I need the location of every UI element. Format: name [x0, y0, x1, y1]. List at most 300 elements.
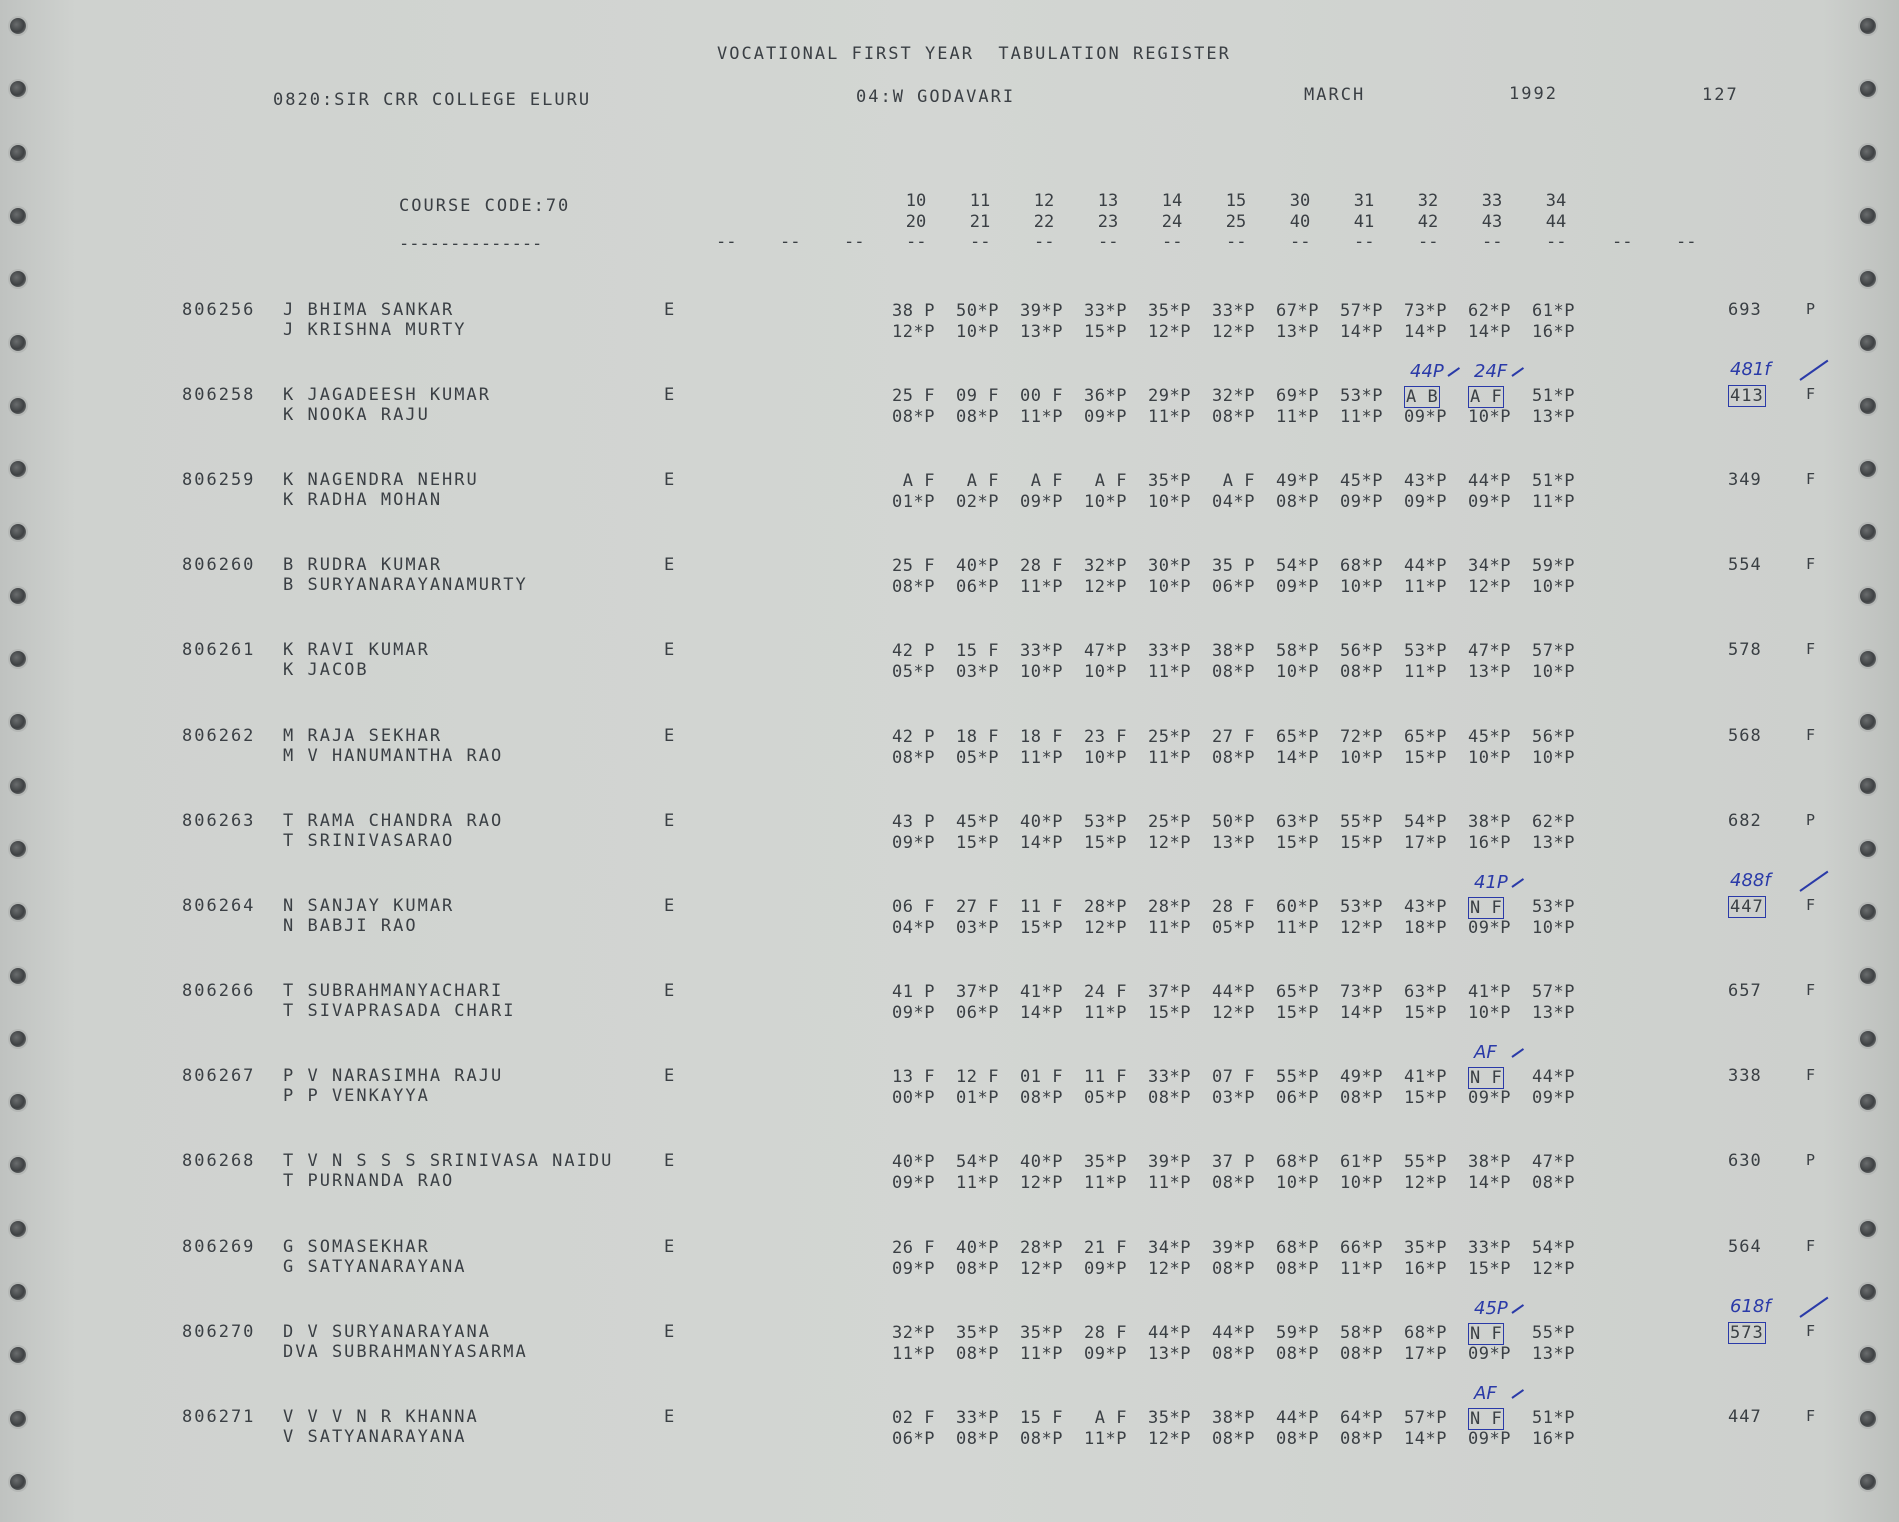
subject-mark-row2: 09*P: [1020, 492, 1063, 512]
subject-mark-row2: 14*P: [1020, 833, 1063, 853]
subject-mark-row2: 10*P: [1468, 407, 1511, 427]
subject-mark-row1: 54*P: [1404, 812, 1447, 832]
medium-code: E: [664, 385, 675, 405]
subject-mark-row1: A F: [1020, 471, 1063, 491]
column-header-top: 13: [1097, 191, 1119, 211]
column-dash: --: [1546, 232, 1567, 252]
subject-mark-row2: 06*P: [956, 1003, 999, 1023]
subject-mark-row1: 65*P: [1276, 727, 1319, 747]
subject-mark-row1: 65*P: [1276, 982, 1319, 1002]
student-record: [0, 555, 1899, 615]
subject-mark-row2: 10*P: [1084, 748, 1127, 768]
subject-mark-row2: 16*P: [1468, 833, 1511, 853]
tractor-hole: [10, 1221, 26, 1237]
subject-mark-row1: 35*P: [1084, 1152, 1127, 1172]
subject-mark-row1: 28 F: [1020, 556, 1063, 576]
check-mark: [1511, 878, 1524, 888]
subject-mark-row1: 66*P: [1340, 1238, 1383, 1258]
total-marks: 413: [1730, 386, 1764, 406]
exam-month: MARCH: [1304, 85, 1366, 105]
subject-mark-row2: 13*P: [1532, 1003, 1575, 1023]
subject-mark-row1: 57*P: [1532, 641, 1575, 661]
subject-mark-row1: 35*P: [956, 1323, 999, 1343]
check-mark: [1511, 1304, 1524, 1314]
subject-mark-row2: 08*P: [892, 407, 935, 427]
subject-mark-row1: 51*P: [1532, 1408, 1575, 1428]
subject-mark-row1: A F: [892, 471, 935, 491]
subject-mark-row2: 08*P: [956, 1259, 999, 1279]
column-header-top: 34: [1545, 191, 1567, 211]
subject-mark-row2: 11*P: [1404, 577, 1447, 597]
subject-mark-row1: 69*P: [1276, 386, 1319, 406]
subject-mark-row2: 10*P: [1276, 1173, 1319, 1193]
subject-mark-row2: 14*P: [1340, 1003, 1383, 1023]
total-marks: 349: [1728, 470, 1762, 490]
subject-mark-row1: A B: [1406, 387, 1439, 407]
subject-mark-row1: 72*P: [1340, 727, 1383, 747]
subject-mark-row2: 12*P: [1532, 1259, 1575, 1279]
subject-mark-row2: 09*P: [1468, 918, 1511, 938]
subject-mark-row2: 08*P: [1532, 1173, 1575, 1193]
subject-mark-row2: 17*P: [1404, 1344, 1447, 1364]
subject-mark-row1: 60*P: [1276, 897, 1319, 917]
subject-mark-row1: 51*P: [1532, 471, 1575, 491]
subject-mark-row2: 09*P: [1468, 1088, 1511, 1108]
subject-mark-row1: A F: [1084, 471, 1127, 491]
subject-mark-row1: 02 F: [892, 1408, 935, 1428]
total-marks: 447: [1730, 897, 1764, 917]
subject-mark-row1: 68*P: [1340, 556, 1383, 576]
subject-mark-row2: 11*P: [1020, 1344, 1063, 1364]
handwritten-correction: 481f: [1730, 359, 1771, 380]
check-mark: [1447, 367, 1460, 377]
column-header-top: 15: [1225, 191, 1247, 211]
subject-mark-row1: 40*P: [956, 1238, 999, 1258]
subject-mark-row2: 09*P: [1084, 407, 1127, 427]
subject-mark-row2: 04*P: [1212, 492, 1255, 512]
subject-mark-row2: 15*P: [1276, 1003, 1319, 1023]
column-header-bottom: 43: [1481, 212, 1503, 232]
subject-mark-row2: 15*P: [1148, 1003, 1191, 1023]
subject-mark-row2: 03*P: [1212, 1088, 1255, 1108]
subject-mark-row1: 51*P: [1532, 386, 1575, 406]
subject-mark-row1: 39*P: [1148, 1152, 1191, 1172]
student-name: P V NARASIMHA RAJU: [283, 1066, 504, 1086]
subject-mark-row2: 16*P: [1404, 1259, 1447, 1279]
subject-mark-row2: 15*P: [1340, 833, 1383, 853]
parent-name: T PURNANDA RAO: [283, 1171, 455, 1191]
subject-mark-row2: 09*P: [1468, 1344, 1511, 1364]
subject-mark-row2: 09*P: [1276, 577, 1319, 597]
subject-mark-row1: 35 P: [1212, 556, 1255, 576]
subject-mark-row1: 18 F: [1020, 727, 1063, 747]
subject-mark-row1: 59*P: [1532, 556, 1575, 576]
subject-mark-row2: 11*P: [1148, 1173, 1191, 1193]
medium-code: E: [664, 555, 675, 575]
handwritten-correction: AF: [1474, 1042, 1497, 1063]
subject-mark-row1: A F: [956, 471, 999, 491]
student-name: K RAVI KUMAR: [283, 640, 430, 660]
total-marks: 568: [1728, 726, 1762, 746]
parent-name: K RADHA MOHAN: [283, 490, 443, 510]
subject-mark-row2: 11*P: [1148, 918, 1191, 938]
subject-mark-row1: 25 F: [892, 386, 935, 406]
subject-mark-row2: 08*P: [956, 407, 999, 427]
subject-mark-row1: N F: [1470, 1324, 1503, 1344]
column-dash: --: [1676, 232, 1697, 252]
subject-mark-row1: 45*P: [1468, 727, 1511, 747]
subject-mark-row1: 35*P: [1148, 301, 1191, 321]
tractor-hole: [10, 208, 26, 224]
subject-mark-row2: 10*P: [1532, 577, 1575, 597]
subject-mark-row2: 09*P: [1468, 492, 1511, 512]
subject-mark-row2: 15*P: [956, 833, 999, 853]
column-dash: --: [844, 232, 865, 252]
medium-code: E: [664, 896, 675, 916]
subject-mark-row2: 13*P: [1532, 407, 1575, 427]
subject-mark-row2: 12*P: [1148, 1429, 1191, 1449]
subject-mark-row1: 35*P: [1148, 1408, 1191, 1428]
subject-mark-row1: 40*P: [1020, 1152, 1063, 1172]
parent-name: B SURYANARAYANAMURTY: [283, 575, 528, 595]
roll-number: 806259: [182, 470, 256, 490]
medium-code: E: [664, 300, 675, 320]
subject-mark-row2: 13*P: [1020, 322, 1063, 342]
column-header-bottom: 44: [1545, 212, 1567, 232]
subject-mark-row2: 08*P: [1276, 1344, 1319, 1364]
handwritten-correction: 41P: [1474, 872, 1508, 893]
student-record: [0, 359, 1899, 445]
subject-mark-row1: 06 F: [892, 897, 935, 917]
subject-mark-row1: 11 F: [1084, 1067, 1127, 1087]
subject-mark-row2: 12*P: [1340, 918, 1383, 938]
subject-mark-row1: 33*P: [1148, 641, 1191, 661]
subject-mark-row1: 12 F: [956, 1067, 999, 1087]
subject-mark-row1: 39*P: [1020, 301, 1063, 321]
subject-mark-row2: 11*P: [1020, 748, 1063, 768]
column-dash: --: [1354, 232, 1375, 252]
roll-number: 806268: [182, 1151, 256, 1171]
subject-mark-row2: 11*P: [1340, 407, 1383, 427]
subject-mark-row1: 33*P: [956, 1408, 999, 1428]
subject-mark-row2: 03*P: [956, 662, 999, 682]
medium-code: E: [664, 726, 675, 746]
subject-mark-row1: 53*P: [1404, 641, 1447, 661]
result-code: P: [1806, 1151, 1816, 1169]
subject-mark-row2: 11*P: [1532, 492, 1575, 512]
subject-mark-row1: 38*P: [1212, 1408, 1255, 1428]
column-header-bottom: 41: [1353, 212, 1375, 232]
handwritten-correction: 488f: [1730, 870, 1771, 891]
subject-mark-row1: 40*P: [956, 556, 999, 576]
subject-mark-row2: 06*P: [1212, 577, 1255, 597]
subject-mark-row2: 09*P: [892, 1173, 935, 1193]
subject-mark-row2: 09*P: [1404, 492, 1447, 512]
subject-mark-row1: 65*P: [1404, 727, 1447, 747]
parent-name: DVA SUBRAHMANYASARMA: [283, 1342, 528, 1362]
subject-mark-row1: 73*P: [1340, 982, 1383, 1002]
subject-mark-row1: 29*P: [1148, 386, 1191, 406]
result-code: P: [1806, 811, 1816, 829]
column-dash: --: [1162, 232, 1183, 252]
handwritten-correction: 618f: [1730, 1296, 1771, 1317]
subject-mark-row1: 33*P: [1084, 301, 1127, 321]
subject-mark-row1: 28 F: [1212, 897, 1255, 917]
subject-mark-row1: 44*P: [1276, 1408, 1319, 1428]
subject-mark-row2: 11*P: [956, 1173, 999, 1193]
subject-mark-row1: 45*P: [1340, 471, 1383, 491]
subject-mark-row2: 08*P: [956, 1429, 999, 1449]
subject-mark-row2: 13*P: [1468, 662, 1511, 682]
subject-mark-row2: 10*P: [1084, 492, 1127, 512]
subject-mark-row1: 33*P: [1148, 1067, 1191, 1087]
check-mark: [1511, 1048, 1524, 1058]
column-dash: --: [716, 232, 737, 252]
exam-year: 1992: [1509, 84, 1558, 104]
roll-number: 806269: [182, 1237, 256, 1257]
subject-mark-row2: 09*P: [1404, 407, 1447, 427]
subject-mark-row2: 09*P: [1532, 1088, 1575, 1108]
medium-code: E: [664, 811, 675, 831]
subject-mark-row1: 55*P: [1276, 1067, 1319, 1087]
subject-mark-row1: 73*P: [1404, 301, 1447, 321]
subject-mark-row2: 10*P: [1020, 662, 1063, 682]
column-header-top: 30: [1289, 191, 1311, 211]
subject-mark-row2: 11*P: [1020, 407, 1063, 427]
subject-mark-row1: 34*P: [1148, 1238, 1191, 1258]
tractor-hole: [10, 18, 26, 34]
register-title: VOCATIONAL FIRST YEAR TABULATION REGISTER: [717, 44, 1231, 64]
column-header-top: 32: [1417, 191, 1439, 211]
tractor-hole: [1860, 208, 1876, 224]
subject-mark-row2: 06*P: [892, 1429, 935, 1449]
subject-mark-row1: 50*P: [956, 301, 999, 321]
subject-mark-row2: 15*P: [1084, 322, 1127, 342]
subject-mark-row2: 12*P: [1148, 1259, 1191, 1279]
student-record: [0, 300, 1899, 360]
student-record: [0, 870, 1899, 956]
subject-mark-row2: 13*P: [1148, 1344, 1191, 1364]
subject-mark-row2: 08*P: [1148, 1088, 1191, 1108]
subject-mark-row1: 27 F: [956, 897, 999, 917]
subject-mark-row1: 36*P: [1084, 386, 1127, 406]
subject-mark-row1: 41*P: [1020, 982, 1063, 1002]
subject-mark-row2: 12*P: [1212, 1003, 1255, 1023]
course-code: COURSE CODE:70: [399, 196, 571, 216]
subject-mark-row2: 09*P: [892, 1003, 935, 1023]
column-dash: --: [1482, 232, 1503, 252]
subject-mark-row1: 53*P: [1340, 386, 1383, 406]
subject-mark-row2: 14*P: [1020, 1003, 1063, 1023]
subject-mark-row1: 33*P: [1020, 641, 1063, 661]
tractor-hole: [1860, 18, 1876, 34]
subject-mark-row1: 54*P: [1532, 1238, 1575, 1258]
column-dash: --: [1034, 232, 1055, 252]
parent-name: P P VENKAYYA: [283, 1086, 430, 1106]
subject-mark-row1: 33*P: [1468, 1238, 1511, 1258]
subject-mark-row1: 58*P: [1340, 1323, 1383, 1343]
subject-mark-row2: 08*P: [892, 748, 935, 768]
student-name: D V SURYANARAYANA: [283, 1322, 491, 1342]
subject-mark-row1: 11 F: [1020, 897, 1063, 917]
result-code: F: [1806, 1237, 1816, 1255]
tractor-hole: [10, 1474, 26, 1490]
column-dash: --: [970, 232, 991, 252]
subject-mark-row2: 11*P: [1020, 577, 1063, 597]
subject-mark-row2: 10*P: [1148, 577, 1191, 597]
subject-mark-row1: 15 F: [956, 641, 999, 661]
subject-mark-row1: 43*P: [1404, 471, 1447, 491]
result-code: F: [1806, 555, 1816, 573]
subject-mark-row1: 57*P: [1404, 1408, 1447, 1428]
subject-mark-row2: 08*P: [1212, 1344, 1255, 1364]
subject-mark-row2: 14*P: [1276, 748, 1319, 768]
parent-name: T SRINIVASARAO: [283, 831, 455, 851]
parent-name: J KRISHNA MURTY: [283, 320, 467, 340]
column-dash: --: [1226, 232, 1247, 252]
subject-mark-row1: 37*P: [1148, 982, 1191, 1002]
medium-code: E: [664, 640, 675, 660]
student-name: K NAGENDRA NEHRU: [283, 470, 479, 490]
subject-mark-row2: 11*P: [1084, 1429, 1127, 1449]
subject-mark-row2: 13*P: [1212, 833, 1255, 853]
subject-mark-row2: 12*P: [892, 322, 935, 342]
subject-mark-row1: A F: [1212, 471, 1255, 491]
subject-mark-row2: 03*P: [956, 918, 999, 938]
subject-mark-row1: 25*P: [1148, 727, 1191, 747]
subject-mark-row2: 08*P: [1340, 1344, 1383, 1364]
subject-mark-row1: 38 P: [892, 301, 935, 321]
subject-mark-row1: 39*P: [1212, 1238, 1255, 1258]
subject-mark-row1: 50*P: [1212, 812, 1255, 832]
subject-mark-row1: 25 F: [892, 556, 935, 576]
subject-mark-row1: 32*P: [892, 1323, 935, 1343]
medium-code: E: [664, 470, 675, 490]
parent-name: K JACOB: [283, 660, 369, 680]
subject-mark-row1: 63*P: [1276, 812, 1319, 832]
college-name: 0820:SIR CRR COLLEGE ELURU: [273, 90, 592, 110]
column-dash: --: [1290, 232, 1311, 252]
subject-mark-row2: 00*P: [892, 1088, 935, 1108]
student-name: J BHIMA SANKAR: [283, 300, 455, 320]
result-code: F: [1806, 726, 1816, 744]
check-mark: [1511, 1389, 1524, 1399]
subject-mark-row1: 18 F: [956, 727, 999, 747]
result-code: P: [1806, 300, 1816, 318]
subject-mark-row1: 64*P: [1340, 1408, 1383, 1428]
subject-mark-row2: 06*P: [956, 577, 999, 597]
subject-mark-row1: N F: [1470, 898, 1503, 918]
subject-mark-row2: 08*P: [1020, 1088, 1063, 1108]
result-code: F: [1806, 896, 1816, 914]
subject-mark-row2: 14*P: [1340, 322, 1383, 342]
medium-code: E: [664, 981, 675, 1001]
check-mark: [1511, 367, 1524, 377]
total-marks: 682: [1728, 811, 1762, 831]
subject-mark-row1: 23 F: [1084, 727, 1127, 747]
subject-mark-row1: 55*P: [1532, 1323, 1575, 1343]
roll-number: 806258: [182, 385, 256, 405]
subject-mark-row1: 68*P: [1276, 1152, 1319, 1172]
subject-mark-row2: 11*P: [1148, 662, 1191, 682]
tractor-hole: [1860, 81, 1876, 97]
handwritten-correction: 45P: [1474, 1298, 1508, 1319]
total-marks: 657: [1728, 981, 1762, 1001]
subject-mark-row1: 00 F: [1020, 386, 1063, 406]
subject-mark-row1: 53*P: [1532, 897, 1575, 917]
subject-mark-row1: 38*P: [1212, 641, 1255, 661]
subject-mark-row1: 55*P: [1404, 1152, 1447, 1172]
tractor-hole: [1860, 1221, 1876, 1237]
roll-number: 806262: [182, 726, 256, 746]
total-marks: 693: [1728, 300, 1762, 320]
subject-mark-row2: 09*P: [892, 833, 935, 853]
subject-mark-row1: 44*P: [1468, 471, 1511, 491]
subject-mark-row2: 12*P: [1468, 577, 1511, 597]
student-name: V V V N R KHANNA: [283, 1407, 479, 1427]
subject-mark-row2: 09*P: [892, 1259, 935, 1279]
student-record: [0, 811, 1899, 871]
subject-mark-row2: 13*P: [1532, 1344, 1575, 1364]
subject-mark-row1: 43*P: [1404, 897, 1447, 917]
subject-mark-row1: 35*P: [1404, 1238, 1447, 1258]
parent-name: G SATYANARAYANA: [283, 1257, 467, 1277]
subject-mark-row1: 41*P: [1468, 982, 1511, 1002]
subject-mark-row2: 05*P: [956, 748, 999, 768]
subject-mark-row2: 10*P: [1276, 662, 1319, 682]
subject-mark-row2: 11*P: [1340, 1259, 1383, 1279]
subject-mark-row1: 55*P: [1340, 812, 1383, 832]
total-marks: 578: [1728, 640, 1762, 660]
subject-mark-row2: 10*P: [1340, 1173, 1383, 1193]
subject-mark-row2: 08*P: [1212, 748, 1255, 768]
subject-mark-row2: 09*P: [1084, 1259, 1127, 1279]
subject-mark-row1: 40*P: [892, 1152, 935, 1172]
column-header-bottom: 42: [1417, 212, 1439, 232]
subject-mark-row1: N F: [1470, 1409, 1503, 1429]
subject-mark-row2: 12*P: [1148, 833, 1191, 853]
result-code: F: [1806, 1322, 1816, 1340]
check-mark: [1799, 1297, 1828, 1318]
course-code-underline: --------------: [399, 234, 543, 254]
subject-mark-row2: 10*P: [1148, 492, 1191, 512]
subject-mark-row1: 28*P: [1084, 897, 1127, 917]
subject-mark-row2: 12*P: [1148, 322, 1191, 342]
student-record: [0, 640, 1899, 700]
student-record: [0, 1237, 1899, 1297]
subject-mark-row1: 62*P: [1468, 301, 1511, 321]
total-marks: 573: [1730, 1323, 1764, 1343]
tractor-hole: [1860, 145, 1876, 161]
subject-mark-row2: 14*P: [1404, 322, 1447, 342]
subject-mark-row1: 35*P: [1148, 471, 1191, 491]
roll-number: 806270: [182, 1322, 256, 1342]
subject-mark-row2: 12*P: [1084, 577, 1127, 597]
subject-mark-row2: 12*P: [1020, 1173, 1063, 1193]
roll-number: 806266: [182, 981, 256, 1001]
subject-mark-row1: 44*P: [1148, 1323, 1191, 1343]
subject-mark-row1: 56*P: [1340, 641, 1383, 661]
subject-mark-row1: 44*P: [1212, 1323, 1255, 1343]
parent-name: M V HANUMANTHA RAO: [283, 746, 504, 766]
subject-mark-row2: 08*P: [1340, 1429, 1383, 1449]
student-name: K JAGADEESH KUMAR: [283, 385, 491, 405]
subject-mark-row1: 28*P: [1148, 897, 1191, 917]
subject-mark-row2: 02*P: [956, 492, 999, 512]
subject-mark-row2: 04*P: [892, 918, 935, 938]
subject-mark-row2: 10*P: [1532, 748, 1575, 768]
result-code: F: [1806, 640, 1816, 658]
